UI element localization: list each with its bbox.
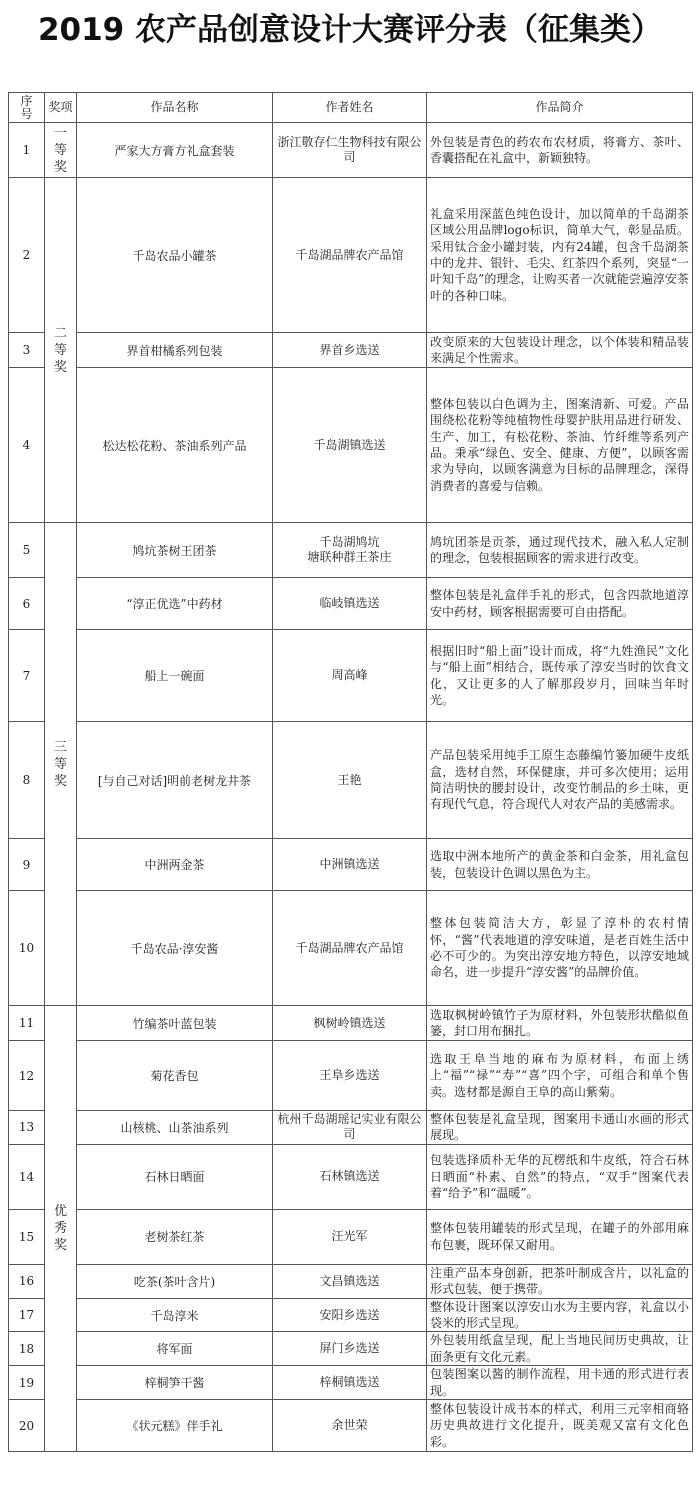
work-description: 改变原来的大包装设计理念，以个体装和精品装来满足个性需求。 [427,333,693,368]
work-description: 外包装用纸盒呈现，配上当地民间历史典故，让面条更有文化元素。 [427,1332,693,1366]
work-name: 老树茶红茶 [77,1209,273,1264]
work-name: 千岛农品小罐茶 [77,178,273,333]
work-name: 千岛淳米 [77,1298,273,1332]
author-name: 千岛湖品牌农产品馆 [273,891,427,1006]
work-description: 选取中洲本地所产的黄金茶和白金茶，用礼盒包装，包装设计色调以黑色为主。 [427,839,693,891]
table-row [9,1264,693,1298]
table-row [9,891,693,1006]
work-description: 鸠坑团茶是贡茶，通过现代技术，融入私人定制的理念，包装根据顾客的需求进行改变。 [427,523,693,578]
page-title: 2019 农产品创意设计大赛评分表（征集类） [37,12,663,48]
row-number: 10 [9,891,45,1006]
table-row [9,630,693,722]
author-name: 临岐镇选送 [273,578,427,630]
work-description: 选取王阜当地的麻布为原材料，布面上绣上“福”“禄”“寿”“喜”四个字，可组合和单个售卖。选材都是源自王阜的高山紫菊。 [427,1041,693,1111]
table-row [9,1366,693,1400]
table-row [9,1144,693,1209]
table-row [9,523,693,578]
table-row [9,839,693,891]
work-description: 整体包装设计成书本的样式，利用三元宰相商辂历史典故进行文化提升，既美观又富有文化色彩。 [427,1400,693,1452]
table-row [9,368,693,523]
table-row [9,1006,693,1041]
row-number: 13 [9,1111,45,1145]
author-name: 千岛湖鸠坑 塘联种群王茶庄 [273,523,427,578]
work-description: 产品包装采用纯手工原生态藤编竹篓加硬牛皮纸盒，选材自然，环保健康，并可多次使用；运用简洁明快的腰封设计，改变竹制品的乡土味，更有现代气息，符合现代人对农产品的美感需求。 [427,722,693,839]
row-number: 19 [9,1366,45,1400]
work-name: 菊花香包 [77,1041,273,1111]
author-name: 汪光军 [273,1209,427,1264]
award-label: 三等奖 [53,739,67,789]
author-name: 中洲镇选送 [273,839,427,891]
row-number: 7 [9,630,45,722]
work-name: 千岛农品·淳安酱 [77,891,273,1006]
work-name: 吃茶(茶叶含片) [77,1264,273,1298]
row-number: 17 [9,1298,45,1332]
row-number: 6 [9,578,45,630]
table-row [9,123,693,178]
award-cell [45,523,77,1006]
work-description: 选取枫树岭镇竹子为原材料，外包装形状酷似鱼篓，封口用布捆扎。 [427,1006,693,1041]
table-row [9,178,693,333]
work-name: 船上一碗面 [77,630,273,722]
header-description: 作品简介 [427,93,693,123]
author-name: 浙江敬存仁生物科技有限公司 [273,123,427,178]
work-name: 严家大方膏方礼盒套装 [77,123,273,178]
work-name: 《状元糕》伴手礼 [77,1400,273,1452]
row-number: 16 [9,1264,45,1298]
header-author: 作者姓名 [273,93,427,123]
work-description: 根据旧时“船上面”设计而成，将“九姓渔民”文化与“船上面”相结合，既传承了淳安当时的饮食文化，又让更多的人了解那段岁月，回味当年时光。 [427,630,693,722]
table-row [9,1041,693,1111]
award-cell [45,123,77,178]
work-description: 整体包装以白色调为主，图案清新、可爱。产品围绕松花粉等纯植物性母婴护肤用品进行研发、生产、加工，有松花粉、茶油、竹纤维等系列产品。秉承“绿色、安全、健康、方便”，以顾客需求为导向，以顾客满意为目标的品牌理念，深得消费者的喜爱与信赖。 [427,368,693,523]
row-number: 15 [9,1209,45,1264]
work-description: 包装选择质朴无华的瓦楞纸和牛皮纸，符合石林日晒面“朴素、自然”的特点，“双手”图案代表着“给予”和“温暖”。 [427,1144,693,1209]
author-name: 王艳 [273,722,427,839]
author-name: 杭州千岛湖瑶记实业有限公司 [273,1111,427,1145]
row-number: 2 [9,178,45,333]
row-number: 14 [9,1144,45,1209]
work-description: 礼盒采用深蓝色纯色设计，加以简单的千岛湖茶区域公用品牌logo标识，简单大气，彰显品质。采用钛合金小罐封装，内有24罐，包含千岛湖茶中的龙井、银针、毛尖、红茶四个系列，突显“一叶知千岛”的理念，让购买者一次就能尝遍淳安茶叶的各种口味。 [427,178,693,333]
work-name: 鸠坑茶树王团茶 [77,523,273,578]
work-description: 包装图案以酱的制作流程，用卡通的形式进行表现。 [427,1366,693,1400]
author-name: 安阳乡选送 [273,1298,427,1332]
score-table [8,92,693,1452]
work-name: 山核桃、山茶油系列 [77,1111,273,1145]
award-cell [45,178,77,523]
table-row [9,578,693,630]
table-row [9,333,693,368]
author-name: 千岛湖镇选送 [273,368,427,523]
work-description: 整体包装用罐装的形式呈现，在罐子的外部用麻布包裹，既环保又耐用。 [427,1209,693,1264]
work-name: 石林日晒面 [77,1144,273,1209]
work-description: 整体包装简洁大方，彰显了淳朴的农村情怀，“酱”代表地道的淳安味道，是老百姓生活中必不可少的。为突出淳安地方特色，以淳安地域命名，进一步提升“淳安酱”的品牌价值。 [427,891,693,1006]
row-number: 1 [9,123,45,178]
work-name: 将军面 [77,1332,273,1366]
header-work-name: 作品名称 [77,93,273,123]
author-name: 梓桐镇选送 [273,1366,427,1400]
header-index: 序号 [9,93,45,123]
header-row [9,93,693,123]
author-name: 屏门乡选送 [273,1332,427,1366]
work-description: 整体设计图案以淳安山水为主要内容，礼盒以小袋米的形式呈现。 [427,1298,693,1332]
award-label: 优秀奖 [53,1204,67,1254]
work-name: 中洲两金茶 [77,839,273,891]
table-row [9,722,693,839]
author-name: 王阜乡选送 [273,1041,427,1111]
author-name: 文昌镇选送 [273,1264,427,1298]
work-name: 竹编茶叶蓝包装 [77,1006,273,1041]
row-number: 3 [9,333,45,368]
author-name: 余世荣 [273,1400,427,1452]
row-number: 20 [9,1400,45,1452]
work-name: 界首柑橘系列包装 [77,333,273,368]
row-number: 8 [9,722,45,839]
work-description: 注重产品本身创新，把茶叶制成含片，以礼盒的形式包装，便于携带。 [427,1264,693,1298]
award-label: 一等奖 [53,125,67,175]
row-number: 9 [9,839,45,891]
author-name: 千岛湖品牌农产品馆 [273,178,427,333]
award-label: 二等奖 [53,325,67,375]
work-name: 梓桐笋干酱 [77,1366,273,1400]
award-cell [45,1006,77,1452]
author-name: 周高峰 [273,630,427,722]
author-name: 界首乡选送 [273,333,427,368]
work-description: 外包装是青色的药农布农材质，将膏方、茶叶、香囊搭配在礼盒中，新颖独特。 [427,123,693,178]
row-number: 5 [9,523,45,578]
work-description: 整体包装是礼盒呈现，图案用卡通山水画的形式展现。 [427,1111,693,1145]
work-description: 整体包装是礼盒伴手礼的形式，包含四款地道淳安中药材，顾客根据需要可自由搭配。 [427,578,693,630]
work-name: “淳正优选”中药材 [77,578,273,630]
author-name: 石林镇选送 [273,1144,427,1209]
row-number: 18 [9,1332,45,1366]
author-name: 枫树岭镇选送 [273,1006,427,1041]
work-name: 松达松花粉、茶油系列产品 [77,368,273,523]
work-name: [与自己对话]明前老树龙井茶 [77,722,273,839]
header-award: 奖项 [45,93,77,123]
row-number: 12 [9,1041,45,1111]
table-row [9,1332,693,1366]
table-row [9,1298,693,1332]
table-row [9,1209,693,1264]
table-row [9,1111,693,1145]
table-row [9,1400,693,1452]
row-number: 4 [9,368,45,523]
row-number: 11 [9,1006,45,1041]
